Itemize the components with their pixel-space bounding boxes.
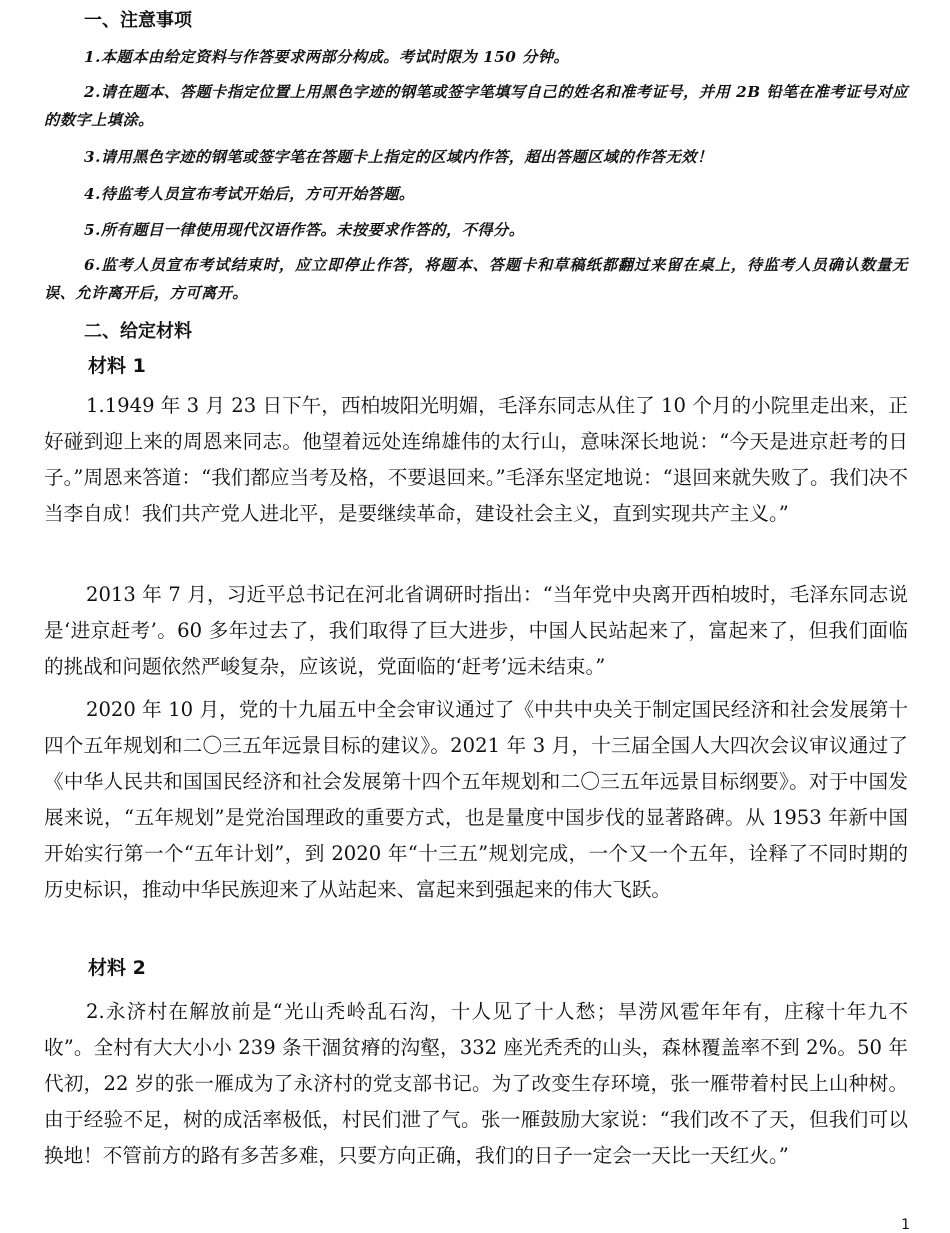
material-2-paragraph-1: 2.永济村在解放前是“光山秃岭乱石沟，十人见了十人愁；旱涝风雹年年有，庄稼十年九不收”。全村有大大小小 239 条干涸贫瘠的沟壑，332 座光秃秃的山头，森林覆盖率不到 2%。50 年代初，22 岁的张一雁成为了永济村的党支部书记。为了改变生存环境，张一雁带着村民上山种树。由于经验不足，树的成活率极低，村民们泄了气。张一雁鼓励大家说：“我们改不了天，但我们可以换地！不管前方的路有多苦多难，只要方向正确，我们的日子一定会一天比一天红火。”	[44, 1000, 908, 1167]
page-number: 1	[901, 1217, 910, 1233]
material-1-title: 材料 1	[88, 355, 146, 377]
material-2-title: 材料 2	[88, 957, 146, 979]
section-heading-materials: 二、给定材料	[84, 321, 192, 342]
notice-item-6: 6.监考人员宣布考试结束时，应立即停止作答，将题本、答题卡和草稿纸都翻过来留在桌上，待监考人员确认数量无误、允许离开后，方可离开。	[44, 256, 908, 302]
section-heading-notes: 一、注意事项	[84, 10, 192, 31]
material-1-paragraph-2: 2013 年 7 月，习近平总书记在河北省调研时指出：“当年党中央离开西柏坡时，毛泽东同志说是‘进京赶考’。60 多年过去了，我们取得了巨大进步，中国人民站起来了，富起来了，但我们面临的挑战和问题依然严峻复杂，应该说，党面临的‘赶考’远未结束。”	[44, 583, 908, 678]
notice-item-4: 4.待监考人员宣布考试开始后，方可开始答题。	[84, 185, 415, 203]
material-1-paragraph-3: 2020 年 10 月，党的十九届五中全会审议通过了《中共中央关于制定国民经济和社会发展第十四个五年规划和二〇三五年远景目标的建议》。2021 年 3 月，十三届全国人大四次会议审议通过了《中华人民共和国国民经济和社会发展第十四个五年规划和二〇三五年远景目标纲要》。对于中国发展来说，“五年规划”是党治国理政的重要方式，也是量度中国步伐的显著路碑。从 1953 年新中国开始实行第一个“五年计划”，到 2020 年“十三五”规划完成，一个又一个五年，诠释了不同时期的历史标识，推动中华民族迎来了从站起来、富起来到强起来的伟大飞跃。	[44, 698, 908, 901]
notice-item-1: 1.本题本由给定资料与作答要求两部分构成。考试时限为 150 分钟。	[84, 48, 570, 66]
material-1-paragraph-1: 1.1949 年 3 月 23 日下午，西柏坡阳光明媚，毛泽东同志从住了 10 个月的小院里走出来，正好碰到迎上来的周恩来同志。他望着远处连绵雄伟的太行山，意味深长地说：“今天是进京赶考的日子。”周恩来答道：“我们都应当考及格，不要退回来。”毛泽东坚定地说：“退回来就失败了。我们决不当李自成！我们共产党人进北平，是要继续革命，建设社会主义，直到实现共产主义。”	[44, 394, 908, 525]
notice-item-2: 2.请在题本、答题卡指定位置上用黑色字迹的钢笔或签字笔填写自己的姓名和准考证号，并用 2B 铅笔在准考证号对应的数字上填涂。	[44, 83, 908, 129]
notice-item-3: 3.请用黑色字迹的钢笔或签字笔在答题卡上指定的区域内作答，超出答题区域的作答无效！	[84, 148, 713, 166]
notice-item-5: 5.所有题目一律使用现代汉语作答。未按要求作答的，不得分。	[84, 221, 525, 239]
